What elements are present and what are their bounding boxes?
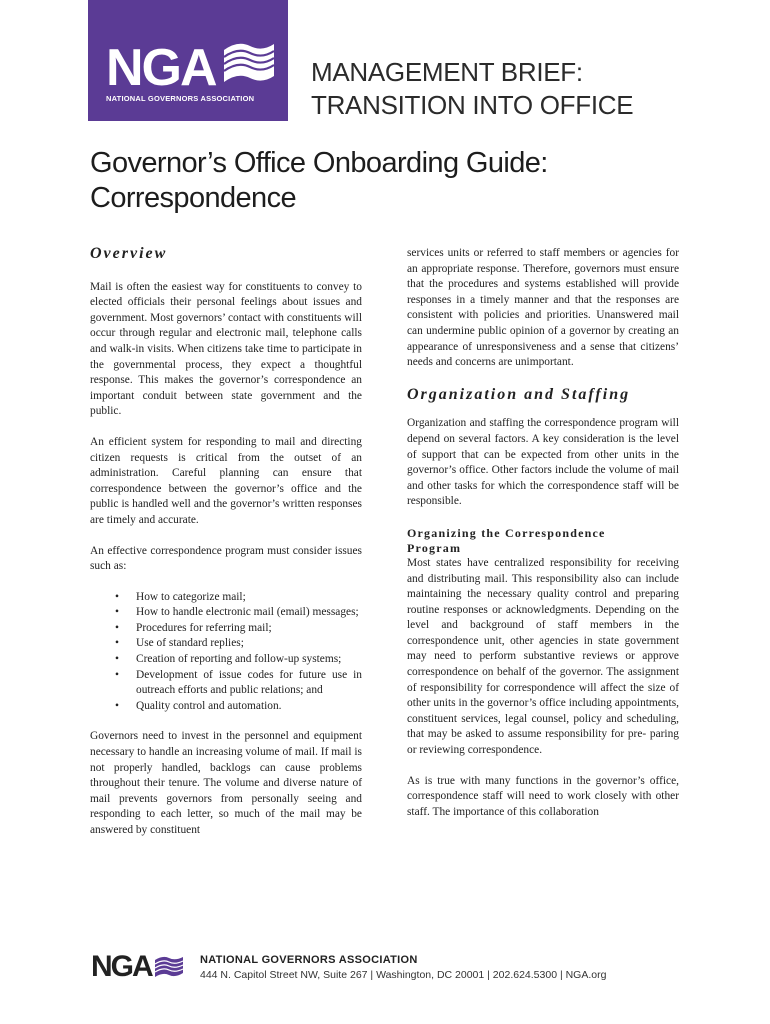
brief-line-1: MANAGEMENT BRIEF: bbox=[311, 57, 583, 87]
left-column bbox=[90, 246, 362, 854]
overview-paragraph-4: Governors need to invest in the personnel and equipment necessary to handle an increasing volume of mail. If mail is not properly handled, backlogs can cause problems throughout their tenure. The volume and diverse nature of mail prevents governors from personally seeing and responding to each letter, so much of the mail may be answered by constituent bbox=[90, 730, 362, 836]
overview-paragraph-1: Mail is often the easiest way for constituents to convey to elected officials their personal feelings about issues and government. Most governors’ contact with constituents will occur through regular and electronic mail, telephone calls and walk-in visits. When citizens take time to participate in the governmental process, they expect a thoughtful response. This makes the governor’s correspondence an important conduit between state government and the public. bbox=[90, 280, 362, 418]
document-title-line-2: Correspondence bbox=[90, 182, 297, 214]
document-title-line-1: Governor’s Office Onboarding Guide: bbox=[90, 147, 548, 179]
list-item: • Procedures for referring mail; bbox=[136, 621, 362, 637]
list-item: • Quality control and automation. bbox=[136, 699, 362, 715]
nga-logo-block bbox=[88, 0, 288, 121]
list-item: • Creation of reporting and follow-up systems; bbox=[136, 652, 362, 668]
brief-line-2: TRANSITION INTO OFFICE bbox=[311, 90, 634, 120]
list-item: • Development of issue codes for future use in outreach efforts and public relations; and bbox=[136, 668, 362, 699]
organizing-correspondence-subheading: Organizing the Correspondence Program bbox=[407, 525, 606, 555]
footer-address: 444 N. Capitol Street NW, Suite 267 | Washington, DC 20001 | 202.624.5300 | NGA.org bbox=[200, 969, 607, 981]
management-brief-title bbox=[311, 56, 633, 122]
list-item: • How to handle electronic mail (email) messages; bbox=[136, 605, 362, 621]
flag-icon bbox=[220, 40, 278, 86]
footer-flag-icon bbox=[153, 955, 185, 979]
overview-paragraph-2: An efficient system for responding to mail and directing citizen requests is critical from the outset of an administration. Careful planning can ensure that correspondence between the governor’s office and the public is handled well and the governor’s written responses are timely and accurate. bbox=[90, 435, 362, 526]
continued-paragraph: services units or referred to staff members or agencies for an appropriate response. Therefore, governors must ensure that the procedures and systems established will provide responses in a timely manner and that the responses are consistent with policies and priorities. Unanswered mail can undermine public opinion of a governor by creating an appearance of unresponsiveness and a sense that citizens’ needs and concerns are unimportant. bbox=[407, 247, 679, 369]
overview-paragraph-3: An effective correspondence program must consider issues such as: bbox=[90, 544, 362, 573]
organization-paragraph-1: Organization and staffing the correspondence program will depend on several factors. A key consideration is the level of support that can be expected from other units in the governor’s office. Other factors include the volume of mail and other tasks for which the correspondence staff will be responsible. bbox=[407, 417, 679, 508]
issues-list bbox=[90, 590, 362, 715]
organization-paragraph-2: Most states have centralized responsibility for receiving and distributing mail. This responsibility also can include maintaining the necessary quality control and preparing routine responses or acknowledgments. Depending on the level and background of staff members in the correspondence unit, other agencies in state government may need to perform substantive reviews or approve correspondence on behalf of the governor. The assignment of responsibility for correspondence will affect the size of other units in the governor’s office including appointments, constituent services, legal counsel, policy and scheduling, that may be asked to assume responsibility for pre- paring or reviewing correspondence. bbox=[407, 556, 679, 757]
organization-staffing-heading: Organization and Staffing bbox=[407, 385, 631, 403]
footer-organization-name: NATIONAL GOVERNORS ASSOCIATION bbox=[200, 954, 418, 966]
list-item: • How to categorize mail; bbox=[136, 590, 362, 606]
document-title bbox=[90, 146, 548, 216]
organization-paragraph-3: As is true with many functions in the governor’s office, correspondence staff will need to work closely with other staff. The importance of this collaboration bbox=[407, 774, 679, 818]
overview-heading: Overview bbox=[90, 245, 168, 262]
list-item: • Use of standard replies; bbox=[136, 636, 362, 652]
nga-logo-subtitle: NATIONAL GOVERNORS ASSOCIATION bbox=[106, 94, 255, 103]
nga-logo-text: NGA bbox=[106, 39, 216, 97]
footer-nga-logo: NGA bbox=[91, 950, 152, 983]
right-column bbox=[407, 246, 679, 835]
